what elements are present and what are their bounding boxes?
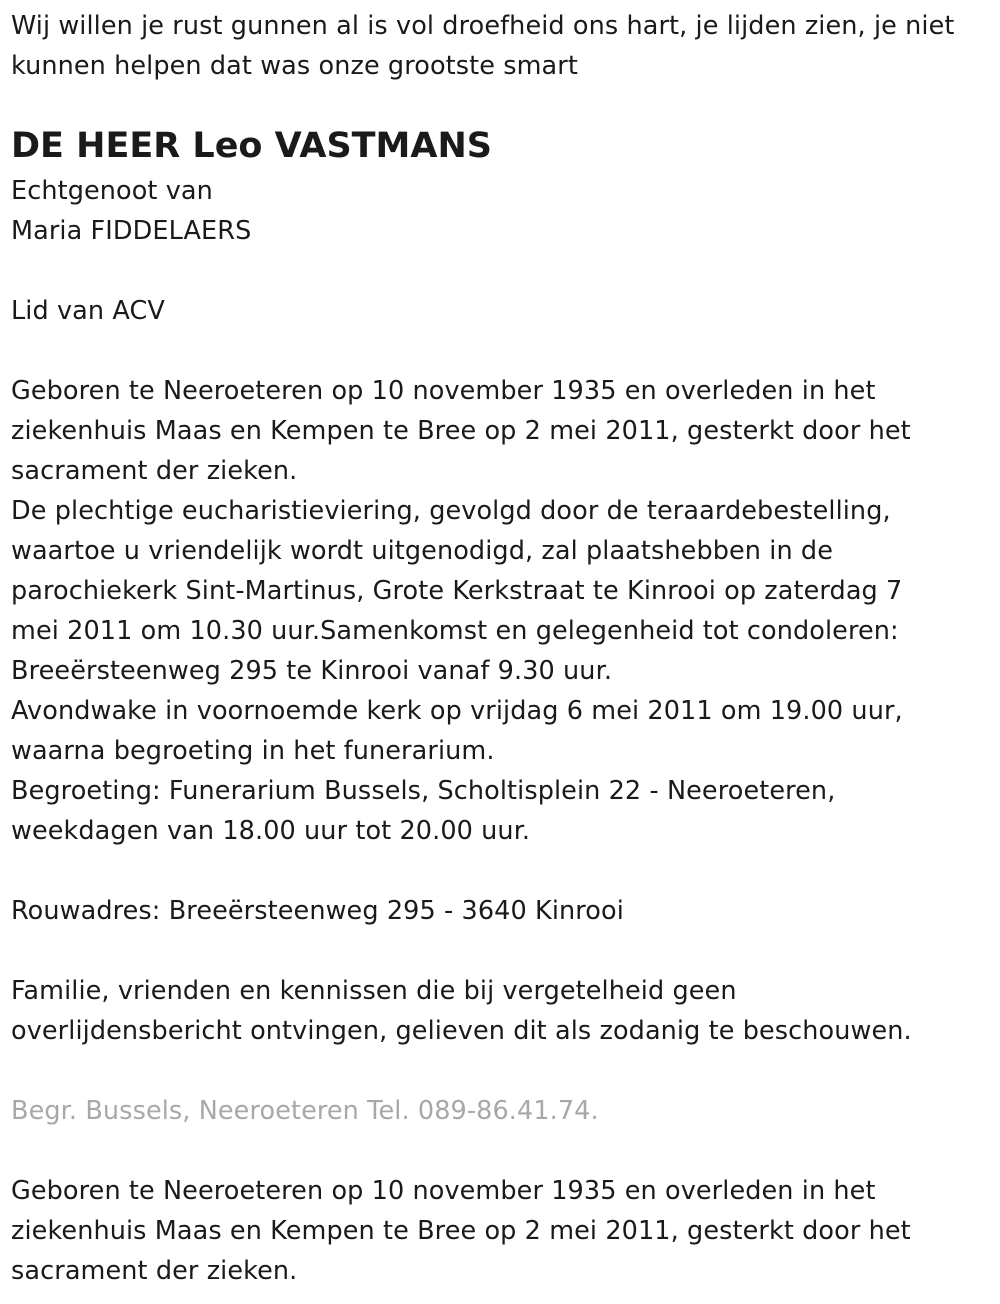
paragraph-line: sacrament der zieken. — [11, 1256, 298, 1286]
spouse-intro: Echtgenoot van — [11, 176, 213, 206]
funeral-home-credit: Begr. Bussels, Neeroeteren Tel. 089-86.41.74. — [11, 1096, 599, 1126]
paragraph-line: Geboren te Neeroeteren op 10 november 1935 en overleden in het — [11, 376, 876, 406]
motto — [11, 6, 1000, 86]
spacer — [11, 251, 1000, 291]
spouse-name: Maria FIDDELAERS — [11, 216, 252, 246]
mourning-address: Rouwadres: Breeërsteenweg 295 - 3640 Kinrooi — [11, 896, 624, 926]
motto-line: Wij willen je rust gunnen al is vol droefheid ons hart, je lijden zien, je niet — [11, 11, 955, 41]
paragraph-line: overlijdensbericht ontvingen, gelieven dit als zodanig te beschouwen. — [11, 1016, 912, 1046]
paragraph-line: waarna begroeting in het funerarium. — [11, 736, 495, 766]
greeting-paragraph — [11, 771, 1000, 851]
notice-paragraph — [11, 971, 1000, 1051]
wake-paragraph — [11, 691, 1000, 771]
birth-death-paragraph-repeat — [11, 1171, 1000, 1291]
paragraph-line: Breeërsteenweg 295 te Kinrooi vanaf 9.30 uur. — [11, 656, 613, 686]
paragraph-line: mei 2011 om 10.30 uur.Samenkomst en gelegenheid tot condoleren: — [11, 616, 899, 646]
spacer — [11, 1131, 1000, 1171]
paragraph-line: Geboren te Neeroeteren op 10 november 1935 en overleden in het — [11, 1176, 876, 1206]
membership: Lid van ACV — [11, 296, 165, 326]
deceased-name: DE HEER Leo VASTMANS — [11, 126, 492, 166]
spacer — [11, 1051, 1000, 1091]
spacer — [11, 331, 1000, 371]
birth-death-paragraph — [11, 371, 1000, 491]
paragraph-line: Familie, vrienden en kennissen die bij vergetelheid geen — [11, 976, 737, 1006]
paragraph-line: Begroeting: Funerarium Bussels, Scholtisplein 22 - Neeroeteren, — [11, 776, 836, 806]
spacer — [11, 851, 1000, 891]
paragraph-line: ziekenhuis Maas en Kempen te Bree op 2 mei 2011, gesterkt door het — [11, 416, 911, 446]
paragraph-line: ziekenhuis Maas en Kempen te Bree op 2 mei 2011, gesterkt door het — [11, 1216, 911, 1246]
motto-line: kunnen helpen dat was onze grootste smart — [11, 51, 578, 81]
paragraph-line: waartoe u vriendelijk wordt uitgenodigd, zal plaatshebben in de — [11, 536, 834, 566]
paragraph-line: sacrament der zieken. — [11, 456, 298, 486]
service-paragraph — [11, 491, 1000, 691]
paragraph-line: parochiekerk Sint-Martinus, Grote Kerkstraat te Kinrooi op zaterdag 7 — [11, 576, 903, 606]
spacer — [11, 931, 1000, 971]
paragraph-line: De plechtige eucharistieviering, gevolgd door de teraardebestelling, — [11, 496, 891, 526]
paragraph-line: weekdagen van 18.00 uur tot 20.00 uur. — [11, 816, 531, 846]
paragraph-line: Avondwake in voornoemde kerk op vrijdag 6 mei 2011 om 19.00 uur, — [11, 696, 903, 726]
spouse-block — [11, 171, 1000, 251]
